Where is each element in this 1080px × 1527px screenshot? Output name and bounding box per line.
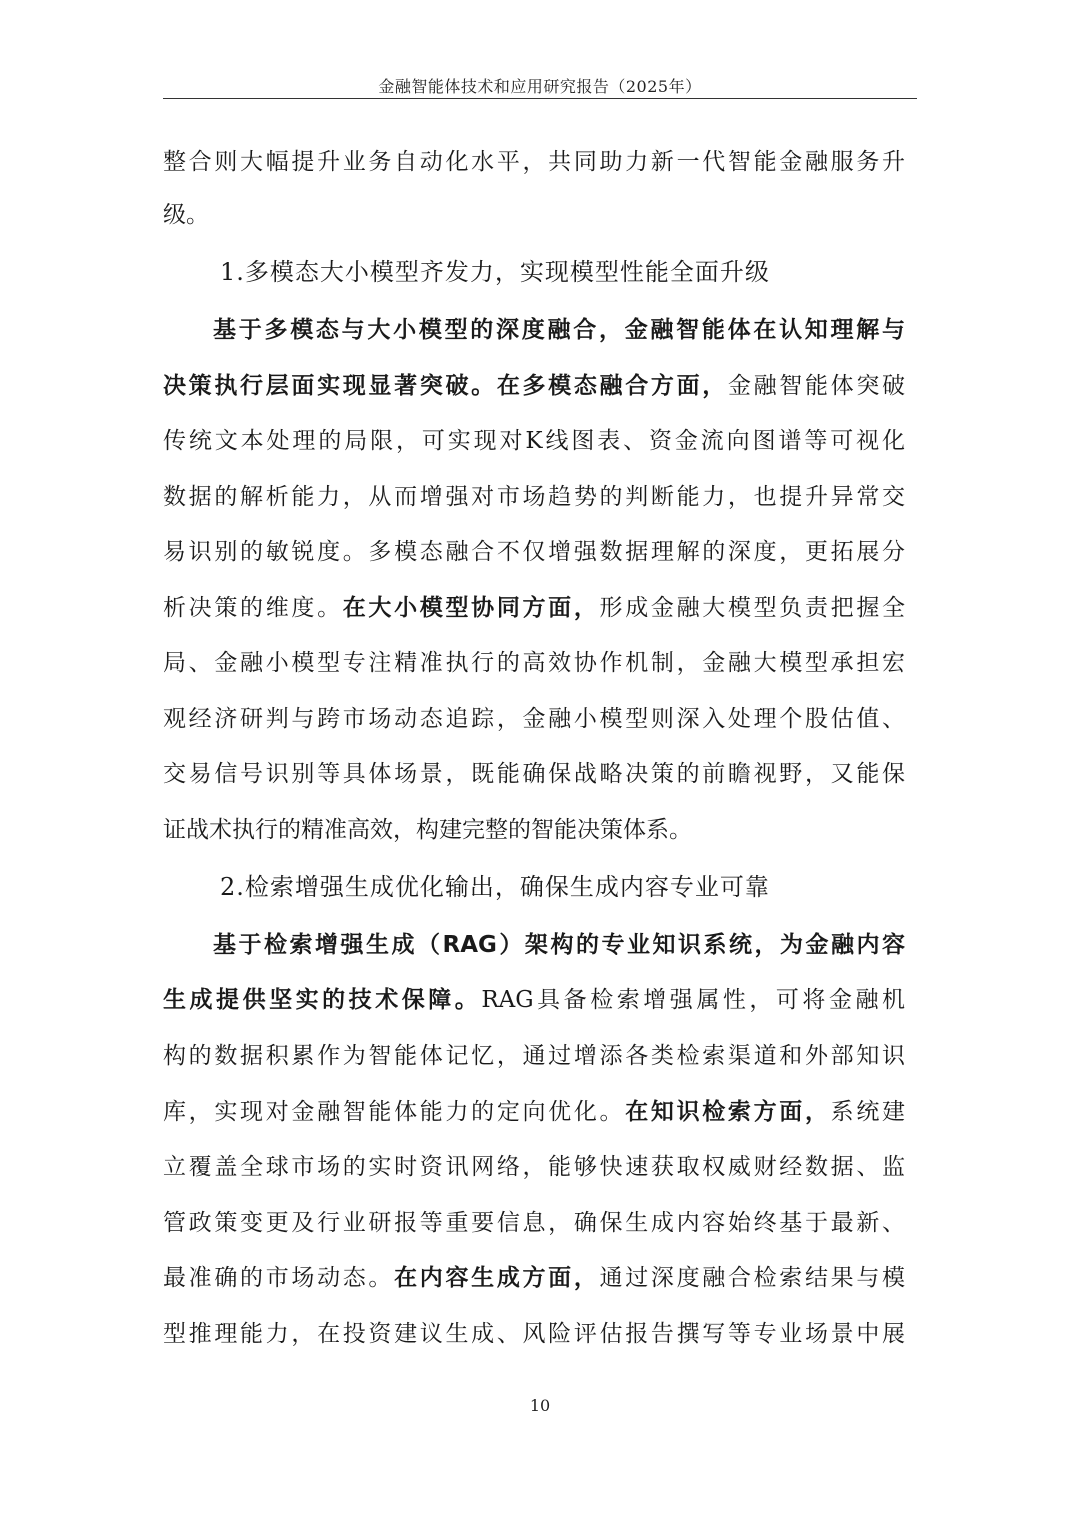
paragraph-line xyxy=(163,980,905,1020)
text-span: 通过深度融合检索结果与模 xyxy=(599,1265,905,1291)
paragraph-line: 型推理能力，在投资建议生成、风险评估报告撰写等专业场景中展 xyxy=(163,1321,905,1347)
paragraph-line: 证战术执行的精准高效，构建完整的智能决策体系。 xyxy=(163,817,692,843)
bold-lead: 基于多模态与大小模型的深度融合，金融智能体在认知理解与 xyxy=(213,317,905,343)
header-rule xyxy=(163,98,917,99)
paragraph-line xyxy=(213,925,905,965)
paragraph-line: 交易信号识别等具体场景，既能确保战略决策的前瞻视野，又能保 xyxy=(163,761,905,787)
paragraph-line: 数据的解析能力，从而增强对市场趋势的判断能力，也提升异常交 xyxy=(163,484,905,510)
bold-lead: 在内容生成方面， xyxy=(394,1265,600,1291)
paragraph-line: 易识别的敏锐度。多模态融合不仅增强数据理解的深度，更拓展分 xyxy=(163,539,905,565)
section-heading-2: 2.检索增强生成优化输出，确保生成内容专业可靠 xyxy=(220,873,770,901)
paragraph-line: 立覆盖全球市场的实时资讯网络，能够快速获取权威财经数据、监 xyxy=(163,1154,905,1180)
paragraph-line xyxy=(163,366,905,406)
paragraph-line: 局、金融小模型专注精准执行的高效协作机制，金融大模型承担宏 xyxy=(163,650,905,676)
section-heading-1: 1.多模态大小模型齐发力，实现模型性能全面升级 xyxy=(220,258,770,286)
bold-lead: 生成提供坚实的技术保障。 xyxy=(163,987,482,1013)
text-span: 最准确的市场动态。 xyxy=(163,1265,395,1291)
text-span: 金融智能体突破 xyxy=(727,373,905,399)
text-span: 库，实现对金融智能体能力的定向优化。 xyxy=(163,1099,626,1125)
text-span: 系统建 xyxy=(830,1099,905,1125)
page-number: 10 xyxy=(529,1396,551,1415)
running-header: 金融智能体技术和应用研究报告（2025年） xyxy=(378,77,702,96)
bold-lead: 决策执行层面实现显著突破。在多模态融合方面， xyxy=(163,373,728,399)
paragraph-line: 构的数据积累作为智能体记忆，通过增添各类检索渠道和外部知识 xyxy=(163,1043,905,1069)
paragraph-line: 级。 xyxy=(163,202,209,228)
text-span: RAG具备检索增强属性，可将金融机 xyxy=(481,987,905,1013)
paragraph-line xyxy=(163,588,905,628)
paragraph-line: 观经济研判与跨市场动态追踪，金融小模型则深入处理个股估值、 xyxy=(163,706,905,732)
bold-lead: 基于检索增强生成（RAG）架构的专业知识系统，为金融内容 xyxy=(213,932,905,958)
paragraph-line: 管政策变更及行业研报等重要信息，确保生成内容始终基于最新、 xyxy=(163,1210,905,1236)
text-span: 形成金融大模型负责把握全 xyxy=(599,595,905,621)
paragraph-line: 传统文本处理的局限，可实现对K线图表、资金流向图谱等可视化 xyxy=(163,428,905,454)
paragraph-line xyxy=(213,310,905,350)
bold-lead: 在知识检索方面， xyxy=(625,1099,831,1125)
bold-lead: 在大小模型协同方面， xyxy=(342,595,600,621)
text-span: 析决策的维度。 xyxy=(163,595,343,621)
paragraph-line: 整合则大幅提升业务自动化水平，共同助力新一代智能金融服务升 xyxy=(163,149,905,175)
paragraph-line xyxy=(163,1092,905,1132)
paragraph-line xyxy=(163,1258,905,1298)
